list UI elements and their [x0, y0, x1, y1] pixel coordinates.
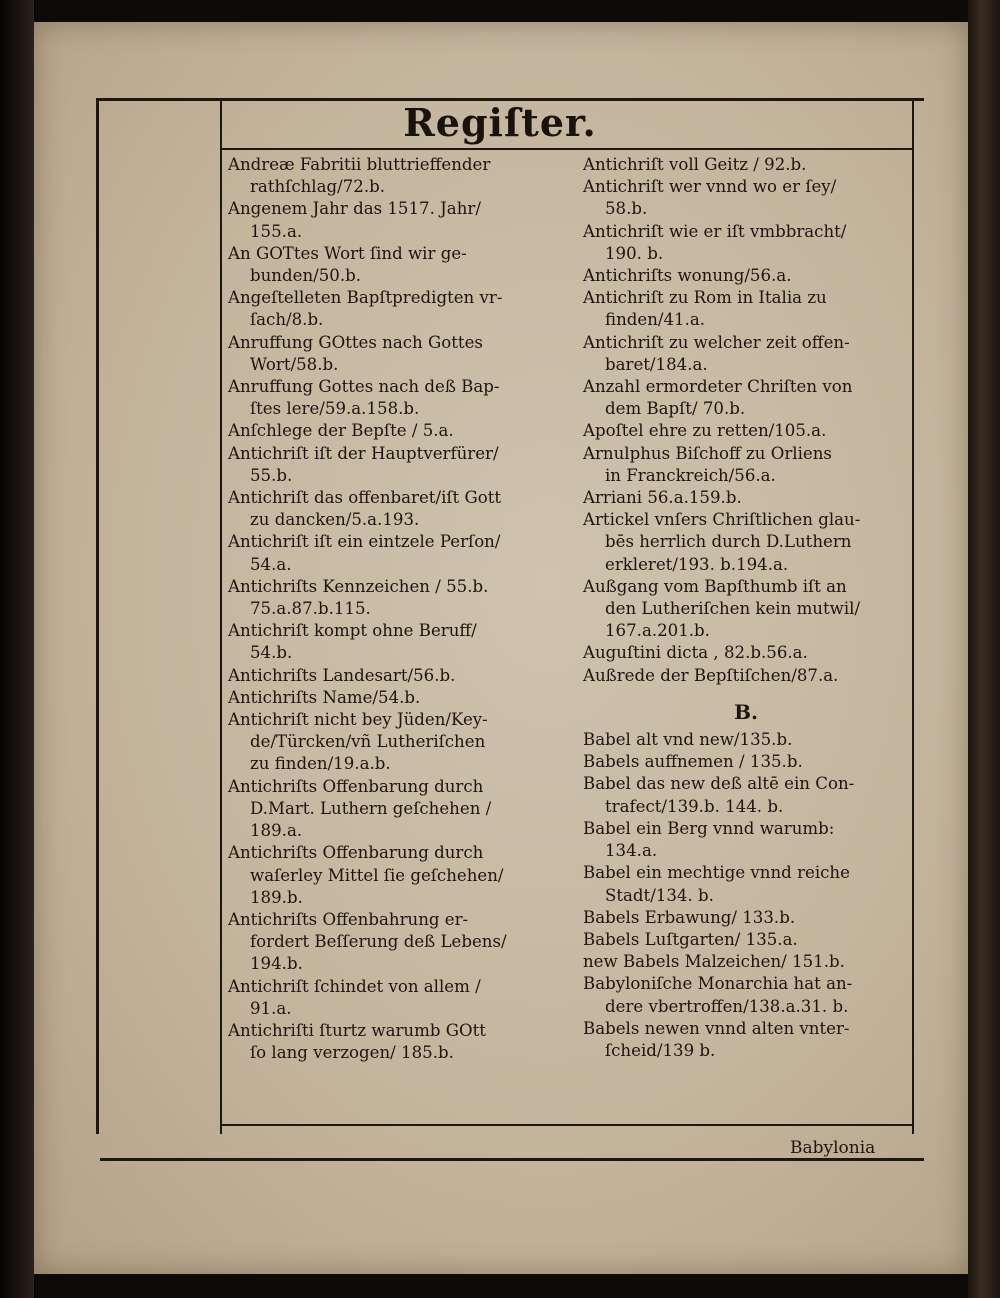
index-entry	[583, 751, 909, 773]
index-entry	[228, 909, 568, 976]
index-entry-line: Auguſtini dicta , 82.b.56.a.	[583, 643, 808, 663]
index-entry	[228, 709, 568, 776]
index-entry	[583, 665, 909, 687]
index-entry	[583, 176, 909, 220]
bottom-outer-rule	[100, 1158, 924, 1161]
index-entry	[583, 929, 909, 951]
index-entry-line: waſerley Mittel ſie geſchehen/	[250, 865, 504, 885]
index-entry	[583, 862, 909, 906]
header-underline	[222, 148, 914, 150]
index-entry-line: D.Mart. Luthern geſchehen /	[250, 798, 492, 818]
index-entry-line: Wort/58.b.	[250, 354, 339, 374]
index-entry-line: 189.a.	[250, 821, 303, 841]
index-entry-line: ſo lang verzogen/ 185.b.	[250, 1043, 454, 1063]
right-rule	[912, 100, 914, 1134]
index-entry-line: zu finden/19.a.b.	[250, 754, 391, 774]
index-entry-line: Babels Erbawung/ 133.b.	[583, 907, 796, 927]
index-entry-line: Antichriſts Offenbarung durch	[228, 776, 484, 796]
index-entry-line: 167.a.201.b.	[605, 621, 710, 641]
index-entry-line: Anzahl ermordeter Chriſten von	[583, 377, 853, 397]
left-inner-rule	[220, 100, 222, 1134]
index-entry-line: 190. b.	[605, 243, 664, 263]
index-entry	[228, 154, 568, 198]
index-entry	[583, 420, 909, 442]
left-index-column	[228, 154, 568, 1064]
index-entry	[583, 773, 909, 817]
index-entry-line: Außrede der Bepſtiſchen/87.a.	[583, 665, 839, 685]
index-entry	[228, 376, 568, 420]
index-entry-line: baret/184.a.	[605, 354, 708, 374]
index-entry-line: Antichriſt iſt der Hauptverfürer/	[228, 443, 499, 463]
index-entry	[228, 287, 568, 331]
index-entry	[228, 443, 568, 487]
right-index-column	[583, 154, 909, 1062]
index-entry-line: bunden/50.b.	[250, 266, 362, 286]
page-title: Regiſter.	[403, 100, 597, 145]
index-entry-line: Babyloniſche Monarchia hat an-	[583, 974, 853, 994]
index-entry-line: trafect/139.b. 144. b.	[605, 796, 784, 816]
index-entry	[228, 776, 568, 843]
index-entry-line: Anruffung GOttes nach Gottes	[228, 332, 483, 352]
index-entry-line: Angeſtelleten Bapſtpredigten vr-	[228, 288, 503, 308]
index-entry-line: Antichriſts wonung/56.a.	[583, 266, 792, 286]
index-entry-line: Antichriſt wer vnnd wo er ſey/	[583, 177, 837, 197]
index-entry-line: Babel ein Berg vnnd warumb:	[583, 818, 835, 838]
index-entry-line: 75.a.87.b.115.	[250, 599, 371, 619]
index-entry-line: Antichriſt ſchindet von allem /	[228, 976, 481, 996]
index-entry-line: Außgang vom Bapſthumb iſt an	[583, 576, 847, 596]
index-entry-line: 54.b.	[250, 643, 293, 663]
right-entries-b	[583, 729, 909, 1062]
index-entry-line: new Babels Malzeichen/ 151.b.	[583, 952, 845, 972]
index-entry-line: Anruffung Gottes nach deß Bap-	[228, 377, 500, 397]
index-entry	[583, 332, 909, 376]
index-entry-line: Angenem Jahr das 1517. Jahr/	[228, 199, 481, 219]
index-entry-line: dem Bapſt/ 70.b.	[605, 399, 746, 419]
index-entry	[583, 287, 909, 331]
index-entry-line: Babel das new deß altē ein Con-	[583, 774, 855, 794]
index-entry	[583, 642, 909, 664]
index-entry-line: Antichriſts Offenbarung durch	[228, 843, 484, 863]
index-entry-line: Arriani 56.a.159.b.	[583, 488, 742, 508]
index-entry-line: Andreæ Fabritii bluttrieffender	[228, 155, 491, 174]
index-entry-line: Apoſtel ehre zu retten/105.a.	[583, 421, 827, 441]
index-entry-line: bēs herrlich durch D.Luthern	[605, 532, 852, 552]
index-entry	[228, 531, 568, 575]
index-entry-line: Antichriſti ſturtz warumb GOtt	[228, 1020, 486, 1040]
index-entry-line: Stadt/134. b.	[605, 885, 714, 905]
index-entry-line: zu dancken/5.a.193.	[250, 510, 420, 530]
index-entry-line: Arnulphus Biſchoff zu Orliens	[583, 443, 832, 463]
index-entry	[228, 620, 568, 664]
index-entry	[228, 420, 568, 442]
index-entry-line: 134.a.	[605, 841, 658, 861]
index-entry	[583, 265, 909, 287]
left-outer-rule	[96, 98, 99, 1134]
index-entry-line: 194.b.	[250, 954, 303, 974]
index-entry-line: An GOTtes Wort ſind wir ge-	[228, 243, 467, 263]
index-entry	[583, 907, 909, 929]
index-entry-line: Babels auffnemen / 135.b.	[583, 752, 803, 772]
index-entry-line: 54.a.	[250, 554, 292, 574]
index-entry-line: 155.a.	[250, 221, 303, 241]
index-entry-line: Antichriſts Name/54.b.	[228, 687, 421, 707]
bottom-inner-rule	[222, 1124, 914, 1126]
index-entry-line: 55.b.	[250, 465, 293, 485]
index-entry-line: Antichriſt zu Rom in Italia zu	[583, 288, 827, 308]
index-entry-line: Antichriſt das offenbaret/iſt Gott	[228, 488, 502, 508]
index-entry	[583, 1018, 909, 1062]
book-spine-right	[968, 0, 1000, 1298]
index-entry-line: 189.b.	[250, 887, 303, 907]
index-entry	[583, 487, 909, 509]
index-entry-line: Antichriſts Kennzeichen / 55.b.	[228, 576, 489, 596]
index-entry	[228, 842, 568, 909]
book-spine-left	[0, 0, 34, 1298]
index-entry-line: Babel ein mechtige vnnd reiche	[583, 863, 850, 883]
index-entry-line: Antichriſt wie er iſt vmbbracht/	[583, 221, 847, 241]
index-entry-line: Babels Luſtgarten/ 135.a.	[583, 929, 798, 949]
index-entry	[583, 576, 909, 643]
index-entry-line: Anſchlege der Bepſte / 5.a.	[228, 421, 454, 441]
index-entry-line: fordert Beſſerung deß Lebens/	[250, 932, 507, 952]
index-entry-line: Antichriſt kompt ohne Beruff/	[228, 621, 477, 641]
index-entry	[583, 376, 909, 420]
index-entry	[228, 576, 568, 620]
index-entry	[228, 1020, 568, 1064]
section-letter-b: B.	[734, 699, 758, 724]
catchword: Babylonia	[790, 1138, 876, 1158]
index-entry	[228, 687, 568, 709]
index-entry	[583, 973, 909, 1017]
index-entry-line: 91.a.	[250, 998, 292, 1018]
index-entry	[583, 509, 909, 576]
index-entry	[583, 951, 909, 973]
index-entry-line: Antichriſt zu welcher zeit offen-	[583, 332, 850, 352]
index-entry-line: dere vbertroffen/138.a.31. b.	[605, 996, 849, 1016]
index-entry	[228, 243, 568, 287]
index-entry	[228, 332, 568, 376]
index-entry-line: ſtes lere/59.a.158.b.	[250, 399, 420, 419]
right-entries-a	[583, 154, 909, 687]
index-entry-line: de/Türcken/vñ Lutheriſchen	[250, 732, 486, 752]
index-entry	[228, 198, 568, 242]
index-entry-line: Artickel vnſers Chriſtlichen glau-	[583, 510, 861, 530]
index-entry-line: Antichriſts Landesart/56.b.	[228, 665, 456, 685]
index-entry-line: 58.b.	[605, 199, 648, 219]
index-entry	[583, 818, 909, 862]
index-entry-line: Babels newen vnnd alten vnter-	[583, 1018, 850, 1038]
index-entry	[228, 976, 568, 1020]
index-entry-line: ſcheid/139 b.	[605, 1040, 716, 1060]
index-entry	[583, 221, 909, 265]
index-entry	[583, 443, 909, 487]
index-entry-line: erkleret/193. b.194.a.	[605, 554, 789, 574]
index-entry-line: Antichriſt voll Geitz / 92.b.	[583, 155, 807, 174]
index-entry	[228, 665, 568, 687]
index-entry-line: Antichriſt iſt ein eintzele Perſon/	[228, 532, 501, 552]
index-entry-line: Antichriſt nicht bey Jüden/Key-	[228, 710, 488, 730]
index-entry	[583, 729, 909, 751]
index-entry-line: in Franckreich/56.a.	[605, 465, 776, 485]
index-entry-line: den Lutheriſchen kein mutwil/	[605, 599, 861, 619]
index-entry-line: rathſchlag/72.b.	[250, 177, 386, 197]
index-entry	[583, 154, 909, 176]
index-entry-line: ſach/8.b.	[250, 310, 324, 330]
index-entry-line: Antichriſts Offenbahrung er-	[228, 909, 469, 929]
index-entry-line: Babel alt vnd new/135.b.	[583, 730, 793, 750]
index-entry-line: finden/41.a.	[605, 310, 706, 330]
index-entry	[228, 487, 568, 531]
